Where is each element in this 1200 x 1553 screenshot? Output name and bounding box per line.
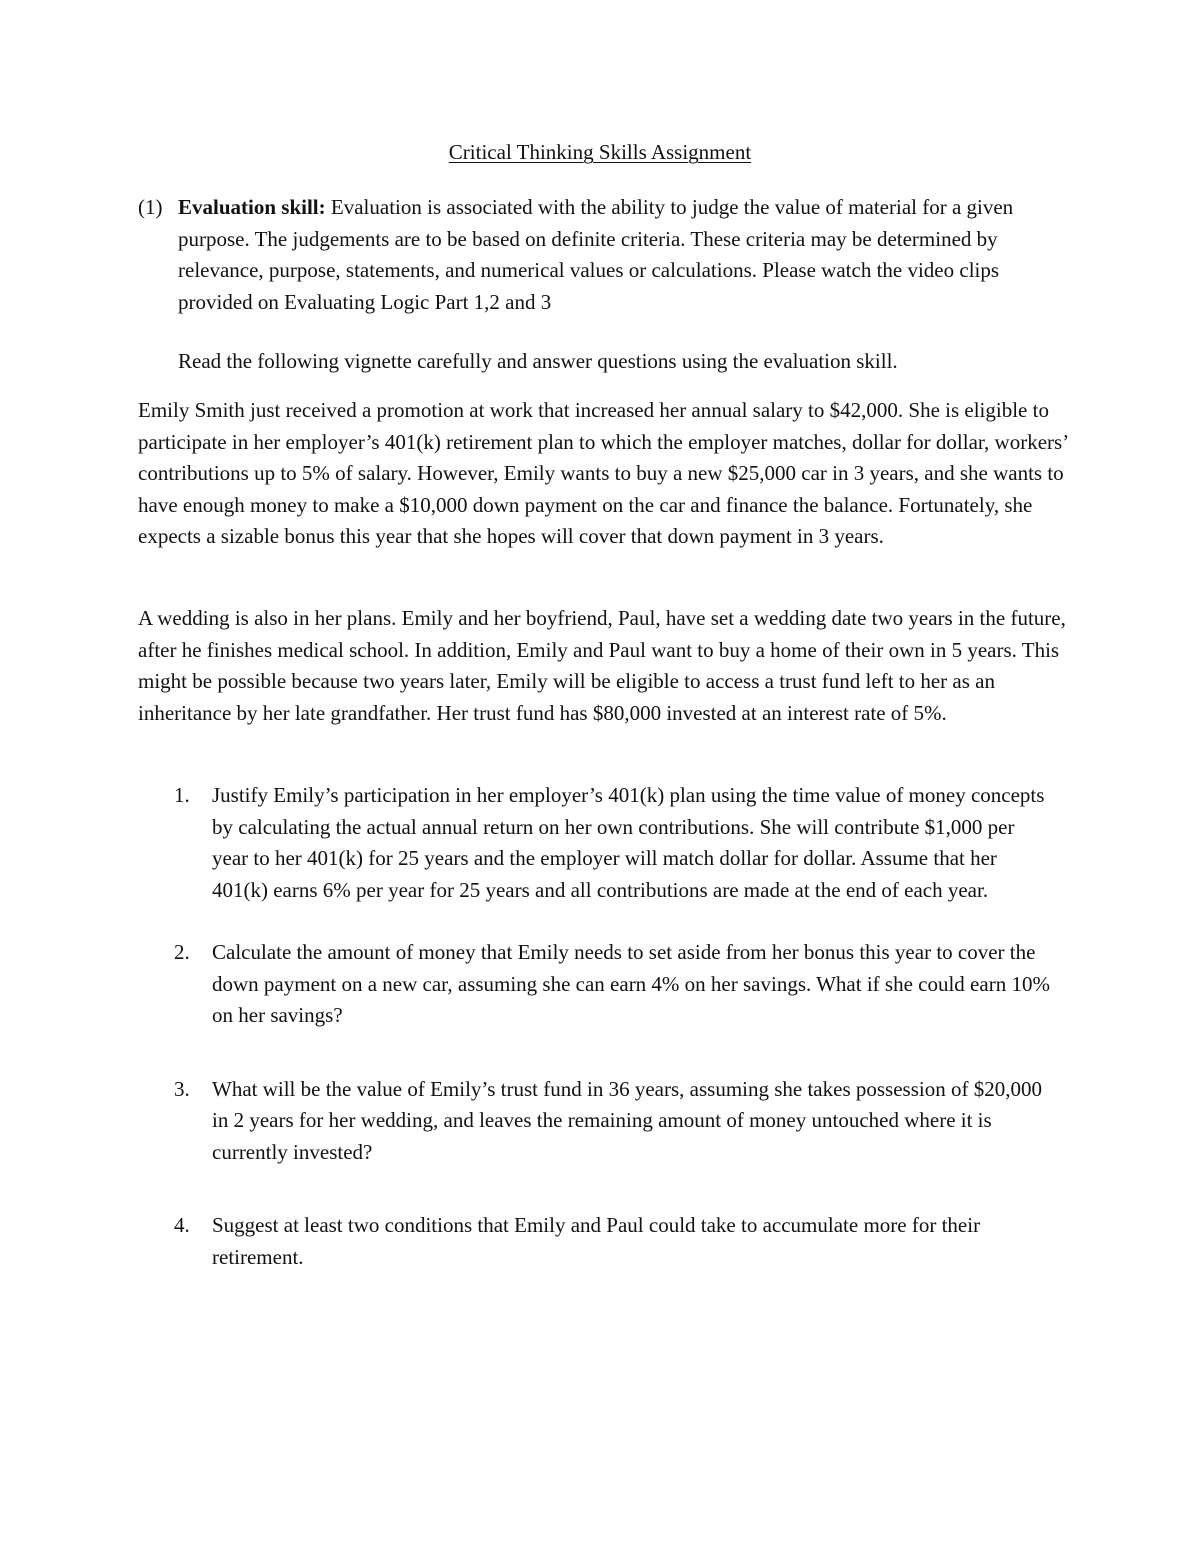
question-text: Justify Emily’s participation in her employer’s 401(k) plan using the time value of money concepts by calculating the actual annual return on her own contributions. She will contribute $1,000 per year to her 401(k) for 25 years and the employer will match dollar for dollar. Assume that her 401(k) earns 6% per year for 25 years and all contributions are made at the end of each year. — [212, 783, 1045, 902]
question-number: 3. — [174, 1076, 190, 1101]
question-item-3 — [174, 1074, 1054, 1169]
question-item-2 — [174, 937, 1054, 1032]
document-title: Critical Thinking Skills Assignment — [448, 140, 752, 164]
question-number: 2. — [174, 940, 190, 964]
question-list — [174, 780, 1054, 1273]
section-heading: Evaluation skill: — [178, 195, 326, 219]
question-item-1 — [174, 780, 1054, 906]
section-body — [178, 192, 1068, 318]
vignette-paragraph-2: A wedding is also in her plans. Emily and her boyfriend, Paul, have set a wedding date two years in the future, after he finishes medical school. In addition, Emily and Paul want to buy a home of their own in 5 years. This might be possible because two years later, Emily will be eligible to access a trust fund left to her as an inheritance by her late grandfather. Her trust fund has $80,000 invested at an interest rate of 5%. — [138, 606, 1066, 725]
vignette-paragraph-1: Emily Smith just received a promotion at work that increased her annual salary to $42,000. She is eligible to participate in her employer’s 401(k) retirement plan to which the employer matches, dollar for dollar, workers’ contributions up to 5% of salary. However, Emily wants to buy a new $25,000 car in 3 years, and she wants to have enough money to make a $10,000 down payment on the car and finance the balance. Fortunately, she expects a sizable bonus this year that she hopes will cover that down payment in 3 years. — [138, 398, 1068, 548]
question-number: 1. — [174, 783, 190, 807]
question-number: 4. — [174, 1213, 190, 1237]
evaluation-skill-section — [138, 192, 1068, 318]
question-text: Suggest at least two conditions that Emily and Paul could take to accumulate more for their retirement. — [212, 1213, 981, 1269]
question-item-4 — [174, 1210, 1054, 1273]
vignette-instruction: Read the following vignette carefully and answer questions using the evaluation skill. — [178, 349, 898, 373]
section-text: Evaluation is associated with the ability to judge the value of material for a given purpose. The judgements are to be based on definite criteria. These criteria may be determined by relevance, purpose, statements, and numerical values or calculations. Please watch the video clips provided on Evaluating Logic Part 1,2 and 3 — [178, 195, 1014, 314]
section-number: (1) — [138, 195, 163, 219]
question-text: Calculate the amount of money that Emily needs to set aside from her bonus this year to cover the down payment on a new car, assuming she can earn 4% on her savings. What if she could earn 10% on her savings? — [212, 940, 1050, 1027]
question-text: What will be the value of Emily’s trust fund in 36 years, assuming she takes possession of $20,000 in 2 years for her wedding, and leaves the remaining amount of money untouched where it is currently invested? — [212, 1076, 1042, 1164]
